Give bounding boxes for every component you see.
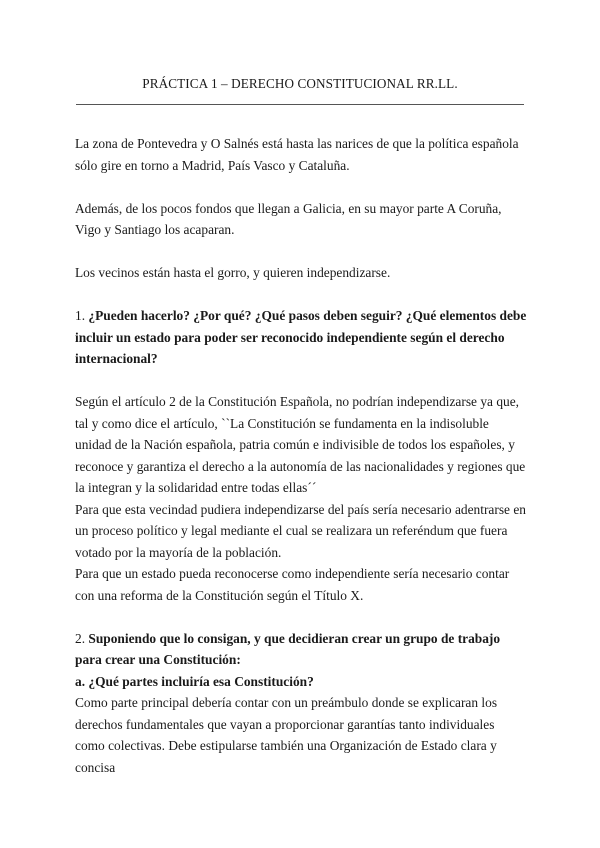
answer-2a-paragraph-1: Como parte principal debería contar con un preámbulo donde se explicaran los derechos fundamentales que vayan a proporcionar garantías tanto individuales como colectivas. Debe estipularse también una Organización de Estado clara y concisa (75, 695, 498, 775)
intro-paragraph-2: Además, de los pocos fondos que llegan a Galicia, en su mayor parte A Coruña, Vigo y Santiago los acaparan. (75, 200, 502, 237)
question-1 (75, 305, 527, 370)
question-1-number: 1. (75, 308, 89, 323)
question-1-text: ¿Pueden hacerlo? ¿Por qué? ¿Qué pasos deben seguir? ¿Qué elementos debe incluir un estado para poder ser reconocido independiente según el derecho internacional? (75, 308, 527, 366)
question-2a-label: a. (75, 673, 89, 689)
document-body (75, 133, 527, 778)
title-divider (76, 104, 524, 105)
intro-paragraph-3: Los vecinos están hasta el gorro, y quieren independizarse. (75, 265, 391, 280)
question-2-number: 2. (75, 630, 89, 646)
question-2 (75, 628, 527, 671)
question-2a-text: ¿Qué partes incluiría esa Constitución? (88, 673, 314, 689)
intro-paragraph-1: La zona de Pontevedra y O Salnés está hasta las narices de que la política española sólo gire en torno a Madrid, País Vasco y Cataluña. (75, 136, 519, 173)
document-title: PRÁCTICA 1 – DERECHO CONSTITUCIONAL RR.LL. (142, 76, 458, 91)
question-2a (75, 671, 527, 693)
question-2-text: Suponiendo que lo consigan, y que decidieran crear un grupo de trabajo para crear una Constitución: (75, 630, 501, 667)
answer-1-paragraph-2: Para que esta vecindad pudiera independizarse del país sería necesario adentrarse en un proceso político y legal mediante el cual se realizara un referéndum que fuera votado por la mayoría de la población. (75, 501, 526, 560)
answer-1-paragraph-3: Para que un estado pueda reconocerse como independiente sería necesario contar con una reforma de la Constitución según el Título X. (75, 566, 510, 603)
answer-1-paragraph-1: Según el artículo 2 de la Constitución Española, no podrían independizarse ya que, tal y como dice el artículo, ``La Constitución se fundamenta en la indisoluble unidad de la Nación española, patria común e indivisible de todos los españoles, y reconoce y garantiza el derecho a la autonomía de las nacionalidades y regiones que la integran y la solidaridad entre todas ellas´´ (75, 394, 526, 495)
